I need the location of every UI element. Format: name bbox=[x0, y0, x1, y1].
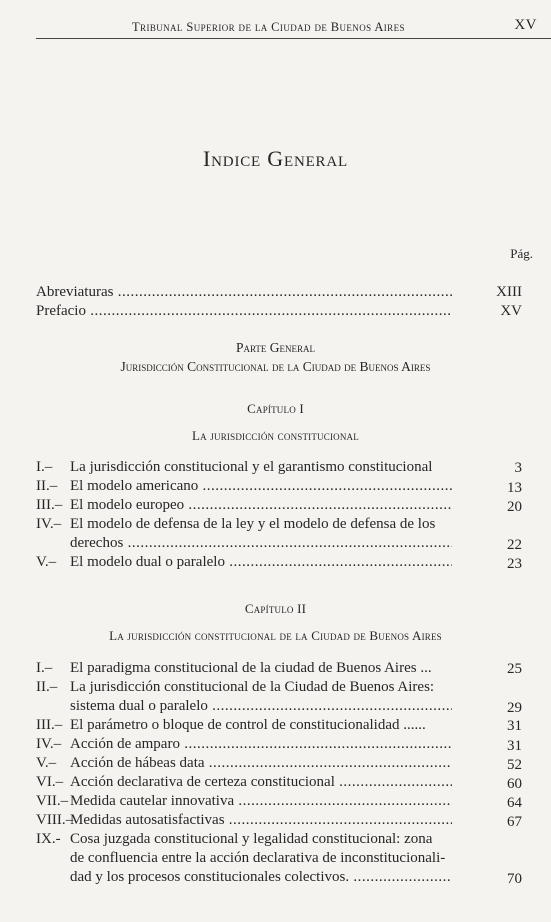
toc-entry-number: VIII.– bbox=[36, 812, 74, 828]
toc-entry-text: La jurisdicción constitucional de la Ciudad de Buenos Aires: bbox=[70, 679, 435, 695]
toc-entry-number: II.– bbox=[36, 478, 58, 494]
toc-entry-text: dad y los procesos constitucionales colectivos. ..... bbox=[70, 868, 452, 887]
toc-entry-number: VI.– bbox=[36, 774, 64, 790]
toc-entry-number: IV.– bbox=[36, 516, 62, 532]
page-number: XV bbox=[514, 17, 537, 33]
chapter-2-label: Capítulo II bbox=[244, 601, 307, 616]
toc-entry-text: La jurisdicción constitucional y el garantismo constitucional bbox=[70, 459, 433, 475]
toc-entry-text: El modelo dual o paralelo ..... bbox=[70, 553, 452, 572]
toc-entry-number: III.– bbox=[36, 717, 63, 733]
toc-entry-page: 64 bbox=[507, 795, 522, 811]
toc-entry-text: El modelo europeo ..... bbox=[70, 496, 452, 515]
toc-entry-number: VII.– bbox=[36, 793, 69, 809]
toc-entry-page: 31 bbox=[507, 718, 522, 734]
chapter-1-title: La jurisdicción constitucional bbox=[192, 428, 359, 443]
toc-entry-number: III.– bbox=[36, 497, 63, 513]
toc-entry-text: de confluencia entre la acción declarativa de inconstitucionali- bbox=[70, 850, 446, 866]
toc-entry-text: Acción de amparo ..... bbox=[70, 735, 452, 754]
chapter-2-title: La jurisdicción constitucional de la Ciudad de Buenos Aires bbox=[109, 628, 442, 643]
toc-entry-text: Cosa juzgada constitucional y legalidad constitucional: zona bbox=[70, 831, 433, 847]
toc-entry-text: El modelo de defensa de la ley y el modelo de defensa de los bbox=[70, 516, 436, 532]
toc-entry-number: IX.- bbox=[36, 831, 61, 847]
toc-entry-page: 67 bbox=[507, 814, 522, 830]
part-title: Jurisdicción Constitucional de la Ciudad de Buenos Aires bbox=[120, 359, 431, 374]
toc-entry-page: 13 bbox=[507, 480, 522, 496]
toc-entry-number: I.– bbox=[36, 459, 53, 475]
toc-entry-text: Prefacio ..... bbox=[36, 302, 452, 321]
toc-entry-text: El modelo americano ..... bbox=[70, 477, 452, 496]
toc-entry-page: 23 bbox=[507, 556, 522, 572]
running-head bbox=[0, 14, 551, 42]
index-title: Indice General bbox=[203, 146, 348, 171]
toc-entry-text: sistema dual o paralelo ..... bbox=[70, 697, 452, 716]
toc-entry-number: I.– bbox=[36, 660, 53, 676]
toc-entry-page: 22 bbox=[507, 537, 522, 553]
toc-entry-page: 3 bbox=[514, 460, 522, 476]
chapter-1-label: Capítulo I bbox=[247, 401, 304, 416]
toc-entry-text: Medidas autosatisfactivas ..... bbox=[70, 811, 452, 830]
toc-entry-page: 29 bbox=[507, 700, 522, 716]
toc-entry-number: V.– bbox=[36, 755, 57, 771]
toc-entry-number: V.– bbox=[36, 554, 57, 570]
toc-entry-text: derechos ..... bbox=[70, 534, 452, 553]
toc-entry-text: Acción de hábeas data ..... bbox=[70, 754, 452, 773]
toc-entry-text: Acción declarativa de certeza constitucional ..... bbox=[70, 773, 452, 792]
running-title: Tribunal Superior de la Ciudad de Buenos Aires bbox=[132, 20, 405, 34]
toc-entry-page: XV bbox=[500, 303, 522, 319]
page-column-label: Pág. bbox=[510, 246, 533, 261]
part-label: Parte General bbox=[235, 340, 316, 355]
toc-entry-text: El paradigma constitucional de la ciudad de Buenos Aires ... bbox=[70, 660, 432, 676]
toc-entry-page: 20 bbox=[507, 499, 522, 515]
toc-entry-page: 25 bbox=[507, 661, 522, 677]
toc-entry-page: XIII bbox=[496, 284, 522, 300]
toc-entry-text: Medida cautelar innovativa ..... bbox=[70, 792, 452, 811]
toc-entry-number: IV.– bbox=[36, 736, 62, 752]
toc-entry-text: Abreviaturas ..... bbox=[36, 283, 452, 302]
header-rule bbox=[36, 38, 551, 39]
toc-entry-text: El parámetro o bloque de control de constitucionalidad ...... bbox=[70, 717, 426, 733]
toc-entry-page: 52 bbox=[507, 757, 522, 773]
toc-entry-page: 70 bbox=[507, 871, 522, 887]
toc-entry-page: 31 bbox=[507, 738, 522, 754]
toc-entry-number: II.– bbox=[36, 679, 58, 695]
toc-entry-page: 60 bbox=[507, 776, 522, 792]
